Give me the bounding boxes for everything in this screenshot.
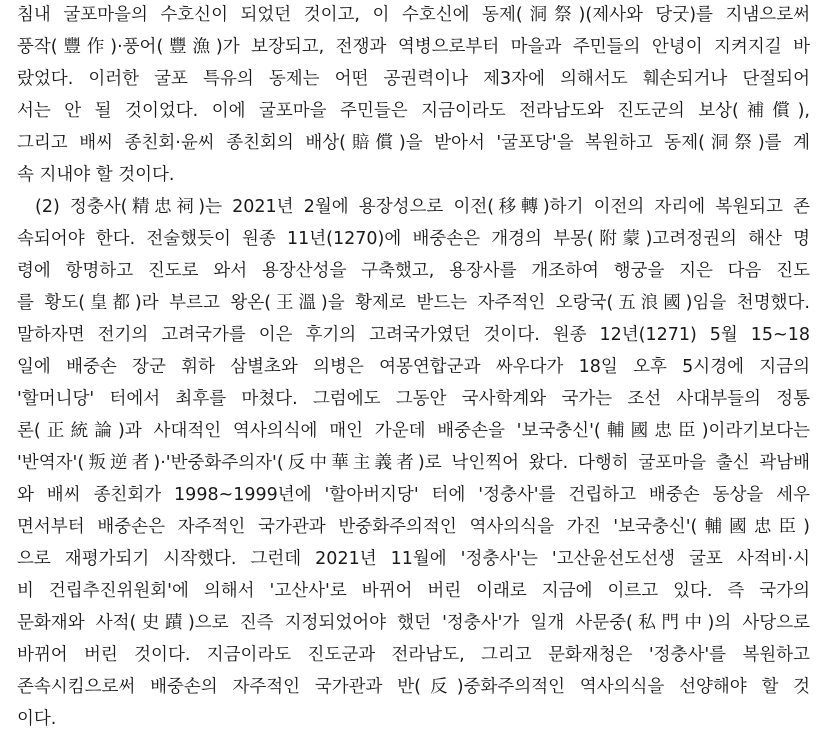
- text-line: 그리고 배씨 종친회·윤씨 종친회의 배상(賠償)을 받아서 '굴포당'을 복원하고 동제(洞祭)를 계: [17, 133, 810, 153]
- text-line: 말하자면 전기의 고려국가를 이은 후기의 고려국가였던 것이다. 원종 12년(1271) 5월 15~18: [17, 325, 810, 345]
- text-line: 이다.: [17, 709, 57, 729]
- text-line: 랐었다. 이러한 굴포 특유의 동제는 어떤 공권력이나 제3자에 의해서도 훼손되거나 단절되어: [17, 69, 810, 89]
- text-line: 으로 재평가되기 시작했다. 그런데 2021년 11월에 '정충사'는 '고산윤선도선생 굴포 사적비·시: [17, 549, 810, 569]
- text-line: 서는 안 될 것이었다. 이에 굴포마을 주민들은 지금이라도 전라남도와 진도군의 보상(補償),: [17, 101, 810, 121]
- text-line: 바뀌어 버린 것이다. 지금이라도 진도군과 전라남도, 그리고 문화재청은 '정충사'를 복원하고: [17, 645, 810, 665]
- text-line: 와 배씨 종친회가 1998~1999년에 '할아버지당' 터에 '정충사'를 건립하고 배중손 동상을 세우: [17, 485, 810, 505]
- text-line: 를 황도(皇都)라 부르고 왕온(王溫)을 황제로 받드는 자주적인 오랑국(五浪國)임을 천명했다.: [17, 293, 810, 313]
- text-line: 문화재와 사적(史蹟)으로 진즉 지정되었어야 했던 '정충사'가 일개 사문중(私門中)의 사당으로: [17, 613, 810, 633]
- text-line: 침내 굴포마을의 수호신이 되었던 것이고, 이 수호신에 동제(洞祭)(제사와 당굿)를 지냄으로써: [17, 5, 810, 25]
- text-line: 속 지내야 할 것이다.: [17, 165, 175, 185]
- text-line: 존속시킴으로써 배중손의 자주적인 국가관과 반(反)중화주의적인 역사의식을 선양해야 할 것: [17, 677, 810, 697]
- text-line: 론(正統論)과 사대적인 역사의식에 매인 가운데 배중손을 '보국충신'(輔國忠臣)이라기보다는: [17, 421, 810, 441]
- text-line: 일에 배중손 장군 휘하 삼별초와 의병은 여몽연합군과 싸우다가 18일 오후 5시경에 지금의: [17, 357, 810, 377]
- text-line: 면서부터 배중손은 자주적인 국가관과 반중화주의적인 역사의식을 가진 '보국충신'(輔國忠臣): [17, 517, 810, 537]
- text-line: '할머니당' 터에서 최후를 마쳤다. 그럼에도 그동안 국사학계와 국가는 조선 사대부들의 정통: [17, 389, 810, 409]
- paragraph-first-line: (2) 정충사(精忠祠)는 2021년 2월에 용장성으로 이전(移轉)하기 이전의 자리에 복원되고 존: [35, 197, 810, 217]
- text-line: 령에 항명하고 진도로 와서 용장산성을 구축했고, 용장사를 개조하여 행궁을 지은 다음 진도: [17, 261, 810, 281]
- text-line: 풍작(豐作)·풍어(豐漁)가 보장되고, 전쟁과 역병으로부터 마을과 주민들의 안녕이 지켜지길 바: [17, 37, 810, 57]
- text-line: 비 건립추진위원회'에 의해서 '고산사'로 바뀌어 버린 이래로 지금에 이르고 있다. 즉 국가의: [17, 581, 810, 601]
- text-line: '반역자'(叛逆者)·'반중화주의자'(反中華主義者)로 낙인찍어 왔다. 다행히 굴포마을 출신 곽남배: [17, 453, 810, 473]
- text-line: 속되어야 한다. 전술했듯이 원종 11년(1270)에 배중손은 개경의 부몽(附蒙)고려정권의 해산 명: [17, 229, 810, 249]
